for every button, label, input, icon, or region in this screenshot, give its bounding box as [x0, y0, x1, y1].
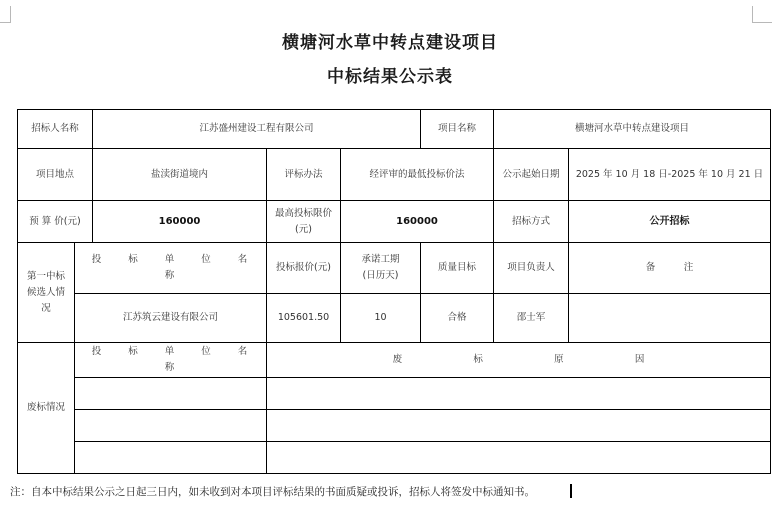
- budget-label: 预 算 价(元): [17, 200, 93, 243]
- rejected-row-2-bidder[interactable]: [74, 409, 267, 442]
- rejected-reason-char: 原: [554, 354, 564, 365]
- candidate-price[interactable]: 105601.50: [266, 293, 341, 343]
- candidate-remark[interactable]: [568, 293, 771, 343]
- page-corner-mark-left: [0, 6, 11, 23]
- publicity-date-value[interactable]: 2025 年 10 月 18 日-2025 年 10 月 21 日: [568, 148, 771, 201]
- text-cursor: [570, 484, 572, 498]
- document-title: 横塘河水草中转点建设项目: [282, 33, 498, 53]
- candidate-manager[interactable]: 邵士军: [493, 293, 569, 343]
- document-subtitle: 中标结果公示表: [327, 67, 453, 87]
- footer-note: 注：自本中标结果公示之日起三日内，如未收到对本项目评标结果的书面质疑或投诉，招标人将签发中标通知书。: [10, 486, 535, 498]
- page-corner-mark-right: [752, 6, 772, 23]
- candidate-header-remark: 备 注: [568, 242, 771, 294]
- candidate-section-label: 第一中标候选人情况: [17, 242, 75, 343]
- rejected-row-1-bidder[interactable]: [74, 377, 267, 410]
- project-name-label: 项目名称: [420, 109, 494, 149]
- location-value[interactable]: 盐渎街道境内: [92, 148, 267, 201]
- rejected-header-bidder: 投 标 单 位 名 称: [74, 342, 267, 378]
- candidate-header-bidder: 投 标 单 位 名 称: [74, 242, 267, 294]
- rejected-reason-char: 废: [392, 354, 403, 365]
- candidate-period[interactable]: 10: [340, 293, 421, 343]
- eval-method-label: 评标办法: [266, 148, 341, 201]
- rejected-reason-char: 因: [634, 354, 645, 365]
- tender-method-label: 招标方式: [493, 200, 569, 243]
- candidate-quality[interactable]: 合格: [420, 293, 494, 343]
- candidate-header-period: 承诺工期(日历天): [340, 242, 421, 294]
- location-label: 项目地点: [17, 148, 93, 201]
- bid-result-table: [17, 109, 771, 474]
- candidate-header-price: 投标报价(元): [266, 242, 341, 294]
- rejected-reason-char: 标: [473, 354, 483, 365]
- rejected-row-3-bidder[interactable]: [74, 441, 267, 474]
- candidate-bidder[interactable]: 江苏筑云建设有限公司: [74, 293, 267, 343]
- tender-method-value[interactable]: 公开招标: [568, 200, 771, 243]
- rejected-row-1-reason[interactable]: [266, 377, 771, 410]
- project-name-value[interactable]: 横塘河水草中转点建设项目: [493, 109, 771, 149]
- rejected-row-3-reason[interactable]: [266, 441, 771, 474]
- tenderer-label: 招标人名称: [17, 109, 93, 149]
- candidate-header-quality: 质量目标: [420, 242, 494, 294]
- max-price-label: 最高投标限价(元): [266, 200, 341, 243]
- rejected-row-2-reason[interactable]: [266, 409, 771, 442]
- rejected-header-reason: [266, 342, 771, 378]
- candidate-header-manager: 项目负责人: [493, 242, 569, 294]
- eval-method-value[interactable]: 经评审的最低投标价法: [340, 148, 494, 201]
- budget-value[interactable]: 160000: [92, 200, 267, 243]
- publicity-date-label: 公示起始日期: [493, 148, 569, 201]
- max-price-value[interactable]: 160000: [340, 200, 494, 243]
- rejected-section-label: 废标情况: [17, 342, 75, 474]
- tenderer-value[interactable]: 江苏盛州建设工程有限公司: [92, 109, 421, 149]
